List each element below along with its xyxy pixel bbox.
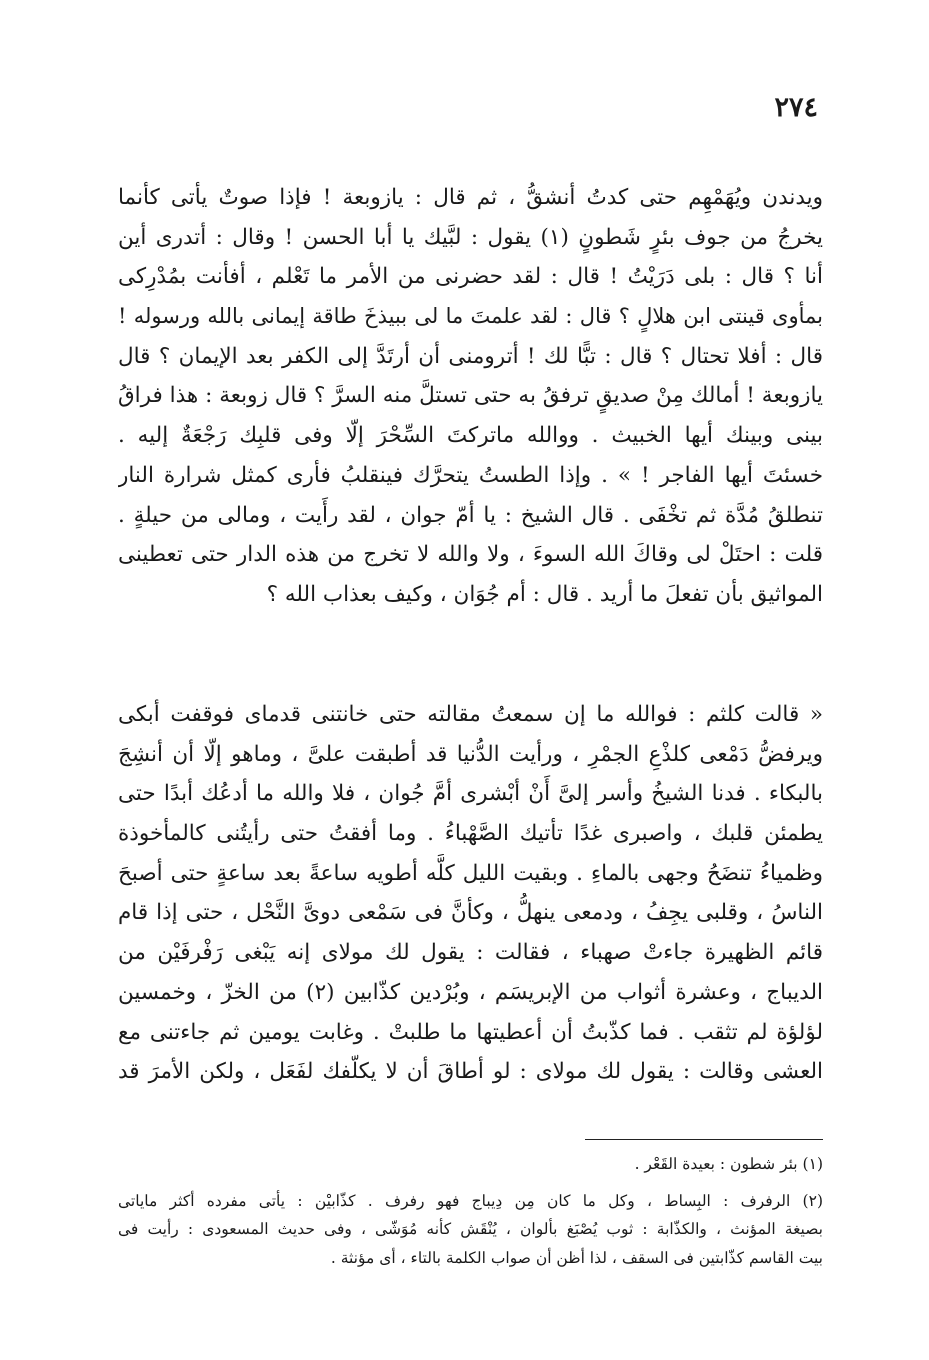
text-line: « قالت كلثم : فوالله ما إن سمعتُ مقالته حتى خانتنى قدماى فوقفت أبكى <box>118 702 823 727</box>
text-line: ويدندن ويُهَمْهِم حتى كدتُ أنشقُّ ، ثم قال : يازوبعة ! فإذا صوتٌ يأتى كأنما <box>118 185 823 210</box>
footnotes <box>118 1150 823 1272</box>
text-line: قلت : احتَلْ لى وقاكَ الله السوءَ ، ولا والله لا تخرج من هذه الدار حتى تعطينى <box>118 542 823 568</box>
text-line: الديباج ، وعشرة أثواب من الإبريسَم ، وبُرْدين كذّابين (٢) من الخزّ ، وخمسين <box>118 979 823 1005</box>
text-line: المواثيق بأن تفعلَ ما أريد . قال : أم جُوَان ، وكيف بعذاب الله ؟ <box>266 581 823 607</box>
paragraph-1 <box>118 178 823 615</box>
text-line: يطمئن قلبك ، واصبرى غدًا تأتيك الصَّهْباءُ . وما أفقتُ حتى رأيتُنى كالمأخوذة <box>118 821 823 847</box>
text-line: بمأوى قينتى ابن هلالٍ ؟ قال : لقد علمتَ ما لى ببيذخَ طاقة إيمانى بالله ورسوله ! <box>118 304 823 329</box>
footnote-divider <box>585 1139 823 1140</box>
footnote-2-line: بيت القاسم كذّابتين فى السقف ، لذا أظن أن صواب الكلمة بالتاء ، أى مؤنثة . <box>330 1248 823 1267</box>
text-line: أنا ؟ قال : بلى دَرَيْتُ ! قال : لقد حضرنى من الأمر ما تَعْلم ، أفأنت بمُدْرِكى <box>118 264 823 290</box>
text-line: ويرفضُّ دَمْعى كلذْعِ الجمْرِ ، ورأيت الدُّنيا قد أطبقت علىَّ ، وماهو إلّا أن أنشِجَ <box>118 741 823 767</box>
text-line: وظمياءُ تنضَحُ وجهى بالماءِ . وبقيت الليل كلَّه أطويه ساعةً بعد ساعةٍ حتى أصبحَ <box>118 860 823 886</box>
text-line: بالبكاء . فدنا الشيخُ وأسر إلىَّ أَنْ أبْشرى أمَّ جُوان ، فلا والله ما أدعُك أبدًا حتى <box>118 781 823 807</box>
text-line: تنطلقُ مُدَّة ثم تخْفَى . قال الشيخ : يا أمّ جوان ، لقد رأَيت ، ومالى من حيلةٍ . <box>118 502 823 528</box>
text-line: قائم الظهيرة جاءتْ صهباء ، فقالت : يقول لك مولاى إنه يَبْغى رَفْرفَيْن من <box>118 940 823 966</box>
text-line: العشى وقالت : يقول لك مولاى : لو أطاقَ أن لا يكلّفك لفَعَل ، ولكن الأمرَ قد <box>118 1059 823 1085</box>
footnote-1: (١) بئر شطون : بعيدة القَعْر . <box>634 1155 823 1173</box>
footnote-2-line: بصيغة المؤنث ، والكذّابة : ثوب يُصْبَغ بألوان ، يُنْقَش كأنه مُوَشّى ، وفى حديث المسعودى : رأيت فى <box>118 1220 823 1238</box>
text-line: الناسُ ، وقلبى يجِفُ ، ودمعى ينهلُّ ، وكأنَّ فى سَمْعى دوىَّ النَّحْل ، حتى إذا قام <box>118 900 823 926</box>
text-line: بينى وبينك أيها الخبيث . ووالله ماتركتَ السِّحْرَ إلّا وفى قلبِك رَجْعَةٌ إليه . <box>118 423 823 449</box>
paragraph-2 <box>118 695 823 1092</box>
footnote-2-line: (٢) الرفرف : البِساط ، وكل ما كان مِن دِيباج فهو رفرف . كذّابيْن : يأتى مفرده أكثر ماياتى <box>118 1191 823 1210</box>
text-line: لؤلؤة لم تثقب . فما كذّبتُ أن أعطيتها ما طلبتْ . وغابت يومين ثم جاءتنى مع <box>118 1019 823 1045</box>
text-line: قال : أفلا تحتال ؟ قال : تبًّا لك ! أترومنى أن أرتَدَّ إلى الكفر بعد الإيمان ؟ قال <box>118 343 823 369</box>
footnote-spacer <box>118 1179 823 1187</box>
text-line: يازوبعة ! أمالك مِنْ صديقٍ ترفقُ به حتى تستلَّ منه السرَّ ؟ قال زوبعة : هذا فراقُ <box>118 383 823 409</box>
text-line: خسئتَ أيها الفاجر ! » . وإذا الطستُ يتحرَّك فينقلبُ فأرى كمثل شرارة النار <box>118 462 823 488</box>
text-line: يخرجُ من جوف بئرٍ شَطونٍ (١) يقول : لبَّيك يا أبا الحسن ! وقال : أتدرى أين <box>118 224 823 250</box>
page-number: ٢٧٤ <box>774 92 818 123</box>
